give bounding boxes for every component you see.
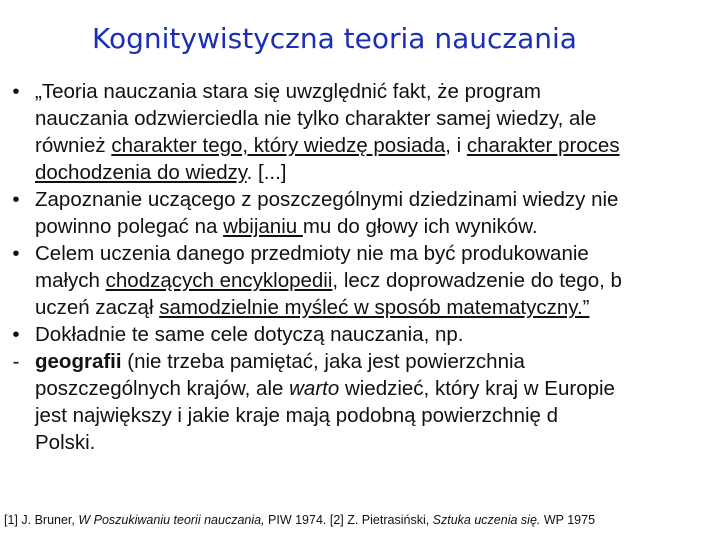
text-segment: poszczególnych krajów, ale [35, 377, 290, 400]
text-line [35, 267, 622, 294]
text-line [35, 186, 618, 213]
text-line [35, 159, 286, 186]
text-segment: warto [289, 377, 340, 400]
text-line [35, 240, 589, 267]
text-segment: Celem uczenia danego przedmioty nie ma być produkowanie [35, 242, 589, 265]
text-line [35, 321, 463, 348]
text-line [35, 213, 538, 240]
bullet-marker: • [12, 323, 20, 346]
text-segment: uczeń zaczął [35, 296, 160, 319]
bullet-item [0, 240, 720, 321]
text-segment: . [...] [246, 161, 287, 184]
text-segment: również [35, 134, 112, 157]
text-segment: nauczania odzwierciedla nie tylko charakter samej wiedzy, ale [35, 107, 597, 130]
text-line [35, 294, 589, 321]
underlined-text: samodzielnie myśleć w sposób matematyczny.” [159, 296, 590, 319]
bullet-marker: • [12, 188, 20, 211]
footnote-segment: Sztuka uczenia się. [432, 513, 541, 527]
text-segment: Polski. [35, 431, 96, 454]
bullet-marker: • [12, 242, 20, 265]
footnote-segment: [1] J. Bruner, [4, 513, 79, 527]
slide-title: Kognitywistyczna teoria nauczania [92, 22, 577, 55]
underlined-text: charakter proces [466, 134, 620, 157]
text-line [35, 132, 620, 159]
bullet-item [0, 186, 720, 240]
text-segment: , i [445, 134, 467, 157]
bullet-marker: - [12, 350, 20, 373]
text-segment: mu do głowy ich wyników. [302, 215, 538, 238]
text-line [35, 78, 541, 105]
text-segment: Zapoznanie uczącego z poszczególnymi dziedzinami wiedzy nie [35, 188, 619, 211]
bullet-marker: • [12, 80, 20, 103]
bullet-item [0, 78, 720, 186]
text-segment: jest największy i jakie kraje mają podobną powierzchnię d [35, 404, 559, 427]
text-segment: małych [35, 269, 106, 292]
underlined-text: chodzących encyklopedii [105, 269, 333, 292]
text-segment: geografii [35, 350, 122, 373]
bullet-list [0, 78, 720, 456]
text-segment: (nie trzeba pamiętać, jaka jest powierzchnia [121, 350, 525, 373]
text-line [35, 105, 596, 132]
bullet-item [0, 348, 720, 456]
text-line [35, 375, 615, 402]
bullet-item [0, 321, 720, 348]
underlined-text: wbijaniu [223, 215, 303, 238]
text-line [35, 402, 558, 429]
footnote-segment: PIW 1974. [2] Z. Pietrasiński, [264, 513, 433, 527]
underlined-text: dochodzenia do wiedzy [35, 161, 247, 184]
footnote-segment: W Poszukiwaniu teorii nauczania, [78, 513, 265, 527]
underlined-text: charakter tego, który wiedzę posiada [111, 134, 446, 157]
text-segment: powinno polegać na [35, 215, 224, 238]
text-segment: „Teoria nauczania stara się uwzględnić fakt, że program [35, 80, 541, 103]
text-segment: Dokładnie te same cele dotyczą nauczania, np. [35, 323, 464, 346]
footnote-references [4, 513, 595, 527]
text-line [35, 348, 525, 375]
text-segment: wiedzieć, który kraj w Europie [339, 377, 615, 400]
text-segment: , lecz doprowadzenie do tego, b [332, 269, 622, 292]
text-line [35, 429, 95, 456]
footnote-segment: WP 1975 [540, 513, 596, 527]
